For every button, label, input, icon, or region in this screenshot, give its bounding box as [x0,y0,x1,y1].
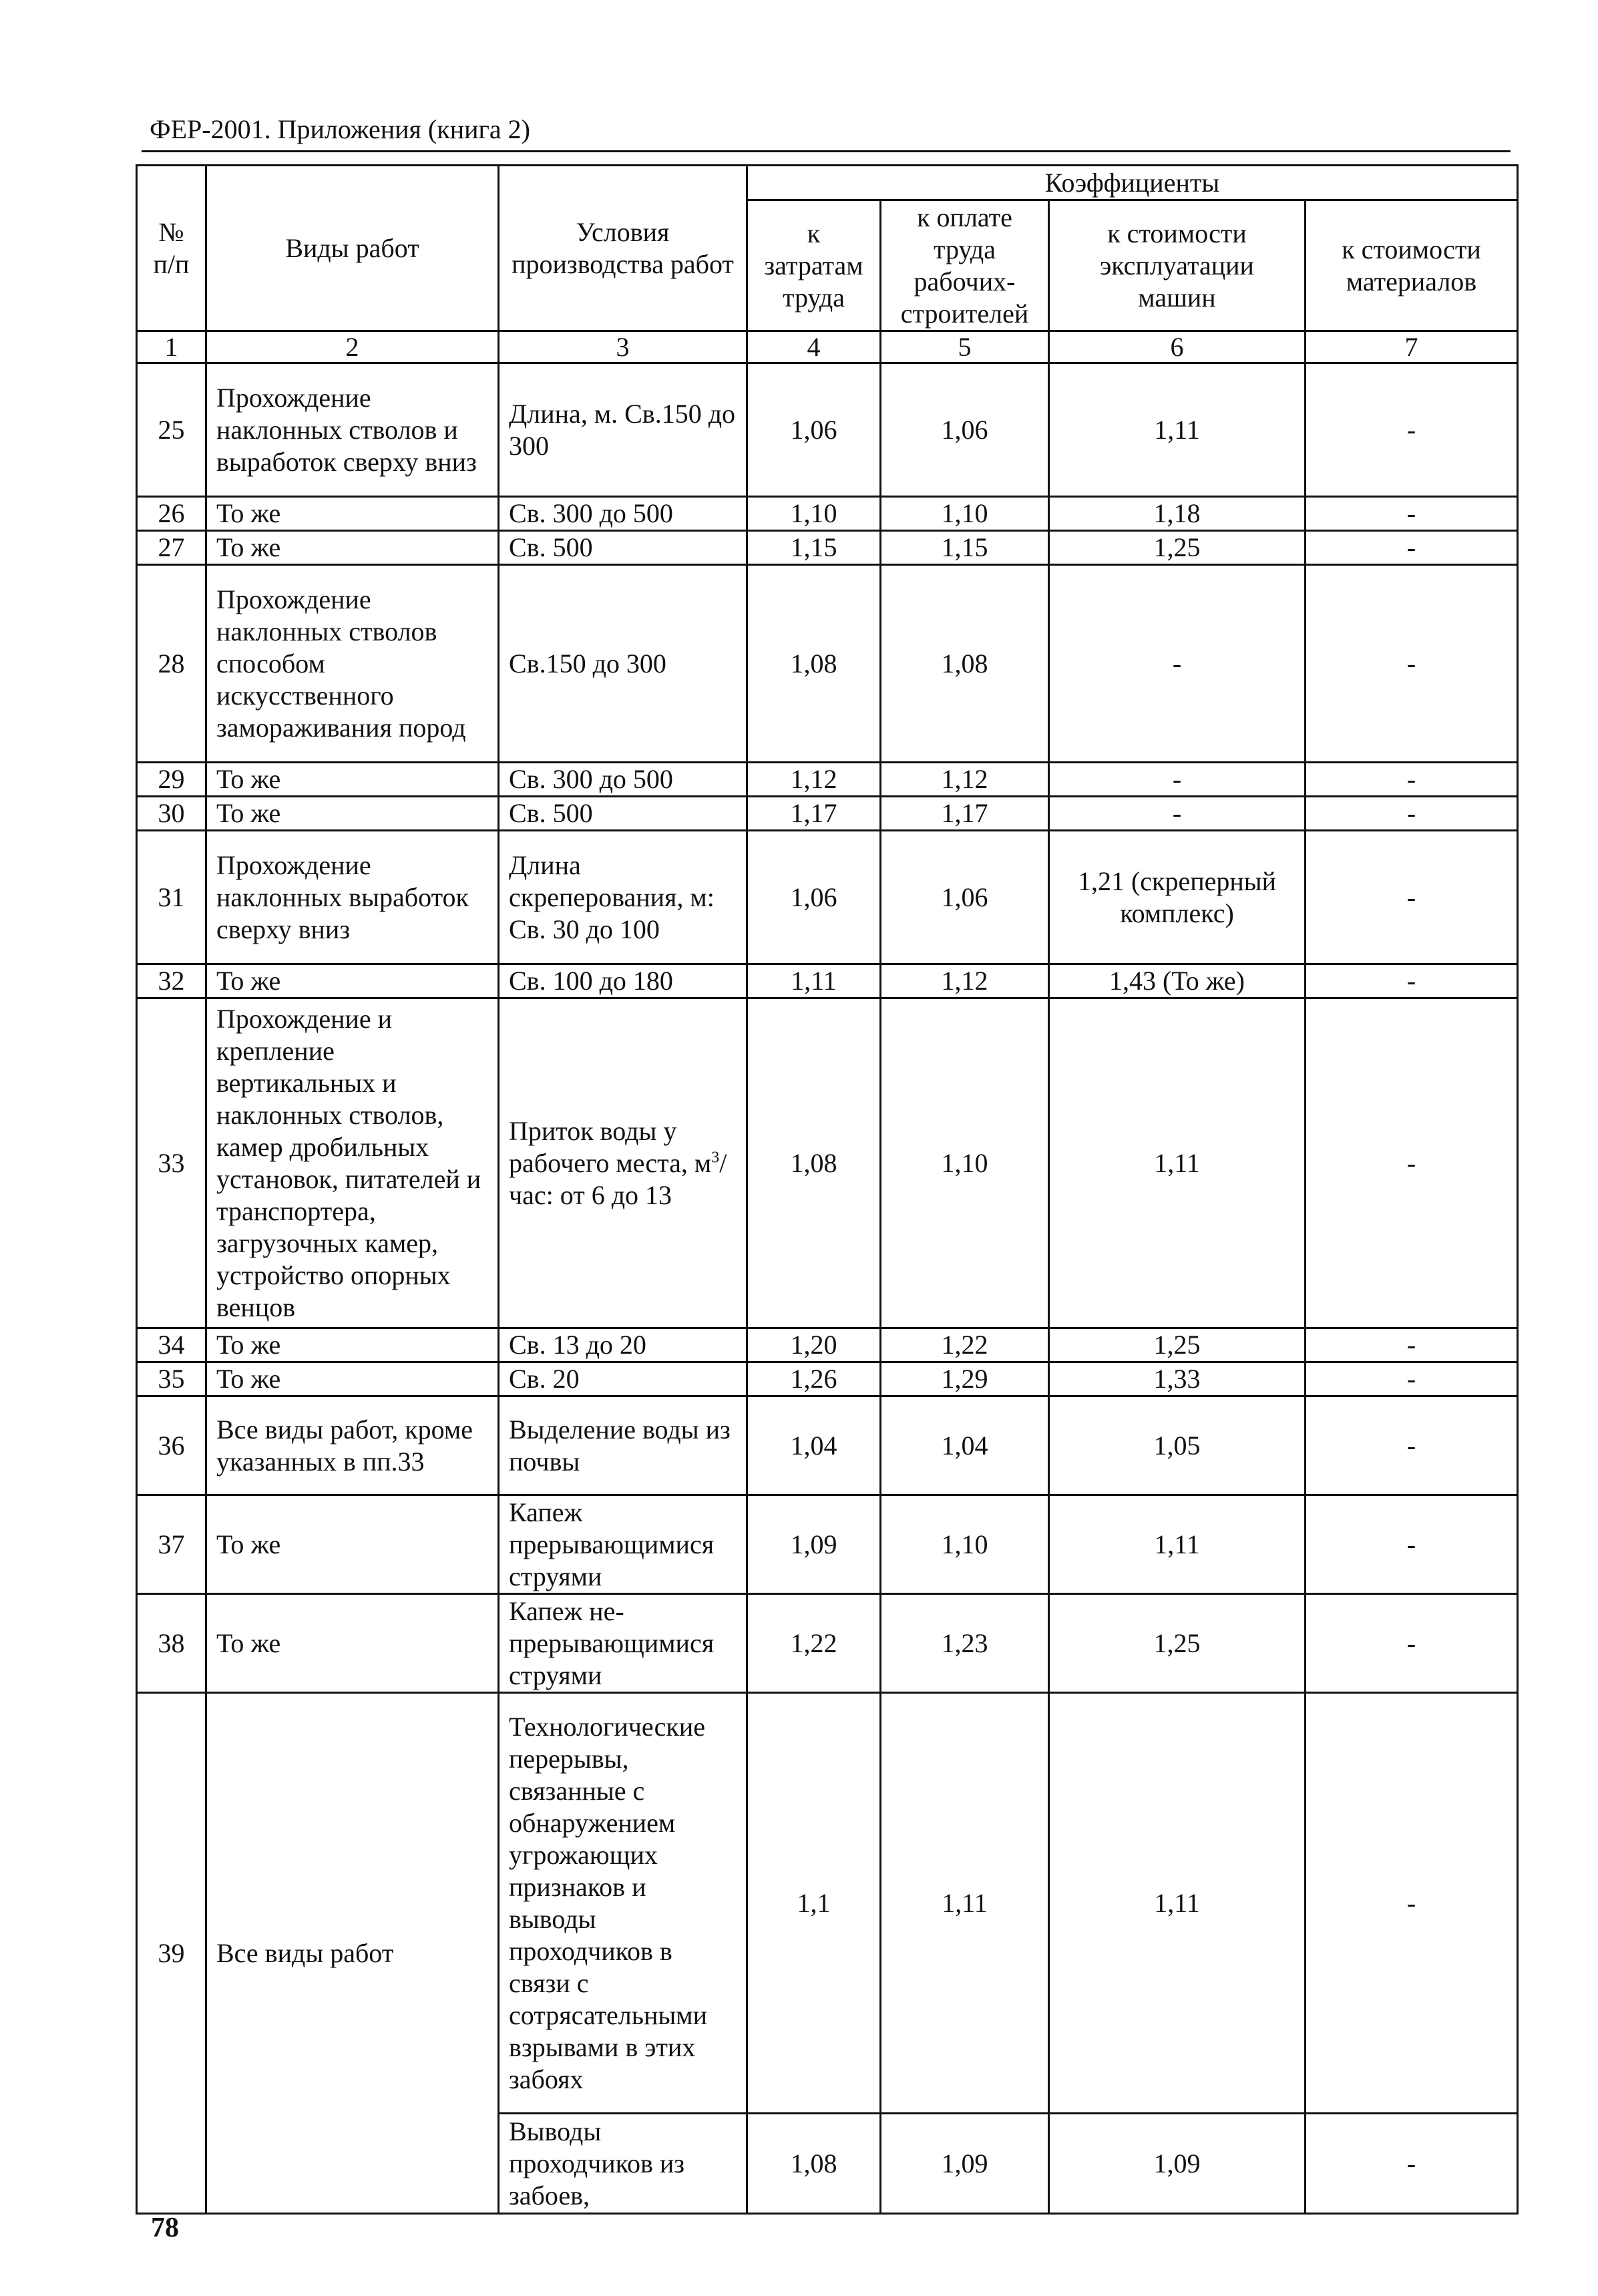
coef-materials: - [1306,1693,1518,2114]
coef-materials: - [1306,763,1518,797]
col-index: 7 [1306,331,1518,363]
coef-machines: 1,11 [1049,1693,1306,2114]
work-type: То же [206,1362,499,1396]
header-labor: к затратам труда [747,200,881,331]
table-row [137,831,1518,964]
header-num: № п/п [137,166,206,331]
coef-wage: 1,29 [881,1362,1049,1396]
work-type: То же [206,1594,499,1693]
col-index: 2 [206,331,499,363]
coef-labor: 1,06 [747,831,881,964]
coef-machines: 1,43 (То же) [1049,964,1306,998]
conditions: Св. 300 до 500 [499,763,747,797]
coef-machines: 1,11 [1049,363,1306,497]
table-row [137,1328,1518,1362]
coef-wage: 1,04 [881,1396,1049,1495]
work-type: Прохождение наклонных стволов и выработок сверху вниз [206,363,499,497]
coef-machines: 1,11 [1049,1495,1306,1594]
coef-machines: 1,21 (скреперный комплекс) [1049,831,1306,964]
coef-machines: 1,05 [1049,1396,1306,1495]
col-index: 6 [1049,331,1306,363]
col-index: 3 [499,331,747,363]
coef-wage: 1,06 [881,831,1049,964]
coef-materials: - [1306,998,1518,1328]
coef-materials: - [1306,1362,1518,1396]
unit-superscript: 3 [711,1149,720,1167]
conditions [499,998,747,1328]
coef-labor: 1,10 [747,497,881,531]
table-row [137,1396,1518,1495]
coef-labor: 1,11 [747,964,881,998]
row-num: 39 [137,1693,206,2214]
coef-machines: 1,18 [1049,497,1306,531]
work-type: То же [206,531,499,565]
table-row [137,497,1518,531]
coef-wage: 1,10 [881,1495,1049,1594]
row-num: 35 [137,1362,206,1396]
table-row [137,797,1518,831]
coef-wage: 1,08 [881,565,1049,763]
header-machines: к стоимости эксплуатации машин [1049,200,1306,331]
col-index: 1 [137,331,206,363]
row-num: 28 [137,565,206,763]
conditions: Выделение воды из почвы [499,1396,747,1495]
header-coefficients: Коэффициенты [747,166,1518,200]
table-row [137,565,1518,763]
coef-machines: - [1049,797,1306,831]
conditions-part: Приток воды у рабочего места, м [509,1115,712,1178]
table-row [137,1495,1518,1594]
coef-wage: 1,22 [881,1328,1049,1362]
coef-materials: - [1306,2114,1518,2214]
conditions: Св. 13 до 20 [499,1328,747,1362]
table-row [137,1362,1518,1396]
table-row [137,1693,1518,2114]
coef-labor: 1,26 [747,1362,881,1396]
work-type: Прохождение и крепление вертикальных и наклонных стволов, камер дробильных установок, питателей и транспортера, загрузочных камер, устройство опорных венцов [206,998,499,1328]
row-num: 31 [137,831,206,964]
coef-materials: - [1306,1495,1518,1594]
conditions: Св. 20 [499,1362,747,1396]
coef-labor: 1,15 [747,531,881,565]
conditions: Св. 300 до 500 [499,497,747,531]
coef-machines: 1,33 [1049,1362,1306,1396]
row-num: 36 [137,1396,206,1495]
coef-labor: 1,04 [747,1396,881,1495]
coef-labor: 1,22 [747,1594,881,1693]
row-num: 25 [137,363,206,497]
coef-labor: 1,17 [747,797,881,831]
work-type: То же [206,797,499,831]
coef-materials: - [1306,531,1518,565]
work-type: То же [206,1328,499,1362]
table-row [137,964,1518,998]
row-num: 27 [137,531,206,565]
coef-wage: 1,12 [881,964,1049,998]
coef-machines: 1,25 [1049,1594,1306,1693]
work-type: Все виды работ, кроме указанных в пп.33 [206,1396,499,1495]
conditions: Св. 500 [499,531,747,565]
conditions: Выводы проходчиков из забоев, [499,2114,747,2214]
coef-labor: 1,09 [747,1495,881,1594]
coef-labor: 1,1 [747,1693,881,2114]
coef-wage: 1,11 [881,1693,1049,2114]
coef-wage: 1,09 [881,2114,1049,2214]
coef-materials: - [1306,1328,1518,1362]
header-materials: к стоимости материалов [1306,200,1518,331]
row-num: 37 [137,1495,206,1594]
coef-materials: - [1306,797,1518,831]
work-type: То же [206,497,499,531]
coef-labor: 1,08 [747,998,881,1328]
header-wage: к оплате труда рабочих-строителей [881,200,1049,331]
table-row [137,363,1518,497]
coef-materials: - [1306,831,1518,964]
coef-labor: 1,08 [747,2114,881,2214]
row-num: 34 [137,1328,206,1362]
coef-machines: 1,09 [1049,2114,1306,2214]
header-conditions: Условия производства работ [499,166,747,331]
coef-materials: - [1306,363,1518,497]
col-index: 5 [881,331,1049,363]
coef-machines: 1,25 [1049,531,1306,565]
work-type: Прохождение наклонных стволов способом искусственного замораживания пород [206,565,499,763]
coef-wage: 1,23 [881,1594,1049,1693]
coef-wage: 1,10 [881,998,1049,1328]
table-row [137,531,1518,565]
coef-materials: - [1306,1396,1518,1495]
coef-materials: - [1306,497,1518,531]
coef-materials: - [1306,964,1518,998]
header-work-type: Виды работ [206,166,499,331]
work-type: То же [206,964,499,998]
coef-machines: 1,25 [1049,1328,1306,1362]
header-divider [142,150,1511,152]
page-number: 78 [151,2213,179,2243]
conditions: Св. 500 [499,797,747,831]
coef-labor: 1,20 [747,1328,881,1362]
conditions: Длина скреперования, м: Св. 30 до 100 [499,831,747,964]
coef-wage: 1,15 [881,531,1049,565]
conditions: Длина, м. Св.150 до 300 [499,363,747,497]
conditions: Технологические перерывы, связанные с обнаружением угрожающих признаков и выводы проходчиков в связи с сотрясательными взрывами в этих забоях [499,1693,747,2114]
coef-labor: 1,12 [747,763,881,797]
coef-labor: 1,06 [747,363,881,497]
coef-wage: 1,06 [881,363,1049,497]
coef-wage: 1,17 [881,797,1049,831]
conditions: Св. 100 до 180 [499,964,747,998]
table-row [137,1594,1518,1693]
col-index: 4 [747,331,881,363]
work-type: Прохождение наклонных выработок сверху вниз [206,831,499,964]
coef-machines: - [1049,763,1306,797]
coef-machines: 1,11 [1049,998,1306,1328]
row-num: 26 [137,497,206,531]
table-row [137,763,1518,797]
coef-materials: - [1306,1594,1518,1693]
coef-materials: - [1306,565,1518,763]
row-num: 38 [137,1594,206,1693]
conditions: Капеж прерывающимися струями [499,1495,747,1594]
work-type: То же [206,763,499,797]
page-header: ФЕР-2001. Приложения (книга 2) [150,114,530,144]
row-num: 32 [137,964,206,998]
conditions: Капеж не-прерывающимися струями [499,1594,747,1693]
conditions: Св.150 до 300 [499,565,747,763]
table-row [137,998,1518,1328]
coefficients-table [136,164,1519,2215]
row-num: 29 [137,763,206,797]
coef-wage: 1,12 [881,763,1049,797]
coef-labor: 1,08 [747,565,881,763]
row-num: 33 [137,998,206,1328]
conditions-part: /час: от 6 до 13 [509,1147,727,1210]
coef-machines: - [1049,565,1306,763]
work-type: Все виды работ [206,1693,499,2214]
row-num: 30 [137,797,206,831]
coef-wage: 1,10 [881,497,1049,531]
work-type: То же [206,1495,499,1594]
